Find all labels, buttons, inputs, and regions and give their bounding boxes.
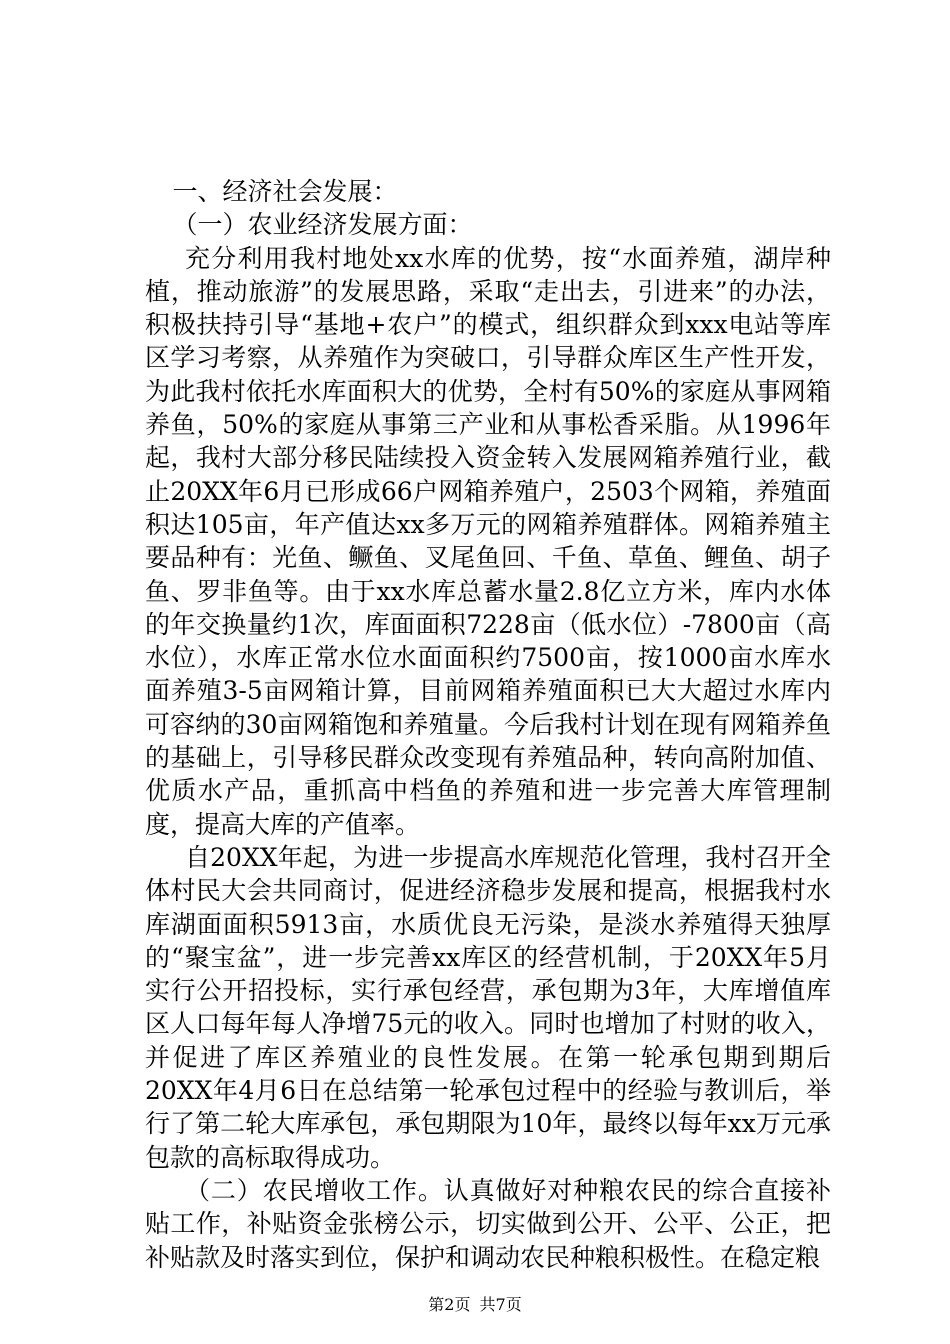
document-body (145, 175, 831, 1274)
paragraph: 充分利用我村地处xx水库的优势，按“水面养殖，湖岸种植，推动旅游”的发展思路，采取“走出去，引进来”的办法，积极扶持引导“基地+农户”的模式，组织群众到xxx电站等库区学习考察，从养殖作为突破口，引导群众库区生产性开发，为此我村依托水库面积大的优势，全村有50%的家庭从事网箱养鱼，50%的家庭从事第三产业和从事松香采脂。从1996年起，我村大部分移民陆续投入资金转入发展网箱养殖行业，截止20XX年6月已形成66户网箱养殖户，2503个网箱，养殖面积达105亩，年产值达xx多万元的网箱养殖群体。网箱养殖主要品种有：光鱼、鳜鱼、叉尾鱼回、千鱼、草鱼、鲤鱼、胡子鱼、罗非鱼等。由于xx水库总蓄水量2.8亿立方米，库内水体的年交换量约1次，库面面积7228亩（低水位）-7800亩（高水位），水库正常水位水面面积约7500亩，按1000亩水库水面养殖3-5亩网箱计算，目前网箱养殖面积已大大超过水库内可容纳的30亩网箱饱和养殖量。今后我村计划在现有网箱养鱼的基础上，引导移民群众改变现有养殖品种，转向高附加值、优质水产品，重抓高中档鱼的养殖和进一步完善大库管理制度，提高大库的产值率。 (145, 243, 831, 839)
paragraph: 自20XX年起，为进一步提高水库规范化管理，我村召开全体村民大会共同商讨，促进经济稳步发展和提高，根据我村水库湖面面积5913亩，水质优良无污染，是淡水养殖得天独厚的“聚宝盆”，进一步完善xx库区的经营机制，于20XX年5月实行公开招投标，实行承包经营，承包期为3年，大库增值库区人口每年每人净增75元的收入。同时也增加了村财的收入，并促进了库区养殖业的良性发展。在第一轮承包期到期后20XX年4月6日在总结第一轮承包过程中的经验与教训后，举行了第二轮大库承包，承包期限为10年，最终以每年xx万元承包款的高标取得成功。 (145, 842, 831, 1172)
page-footer (0, 1292, 950, 1315)
page-number: 第2页 (428, 1295, 471, 1314)
page-total: 共7页 (479, 1295, 522, 1314)
section-heading: 一、经济社会发展： (172, 177, 398, 206)
subsection-heading: （一）农业经济发展方面： (172, 210, 473, 240)
paragraph: （二）农民增收工作。认真做好对种粮农民的综合直接补贴工作，补贴资金张榜公示，切实做到公开、公平、公正，把补贴款及时落实到位，保护和调动农民种粮积极性。在稳定粮 (145, 1175, 831, 1272)
